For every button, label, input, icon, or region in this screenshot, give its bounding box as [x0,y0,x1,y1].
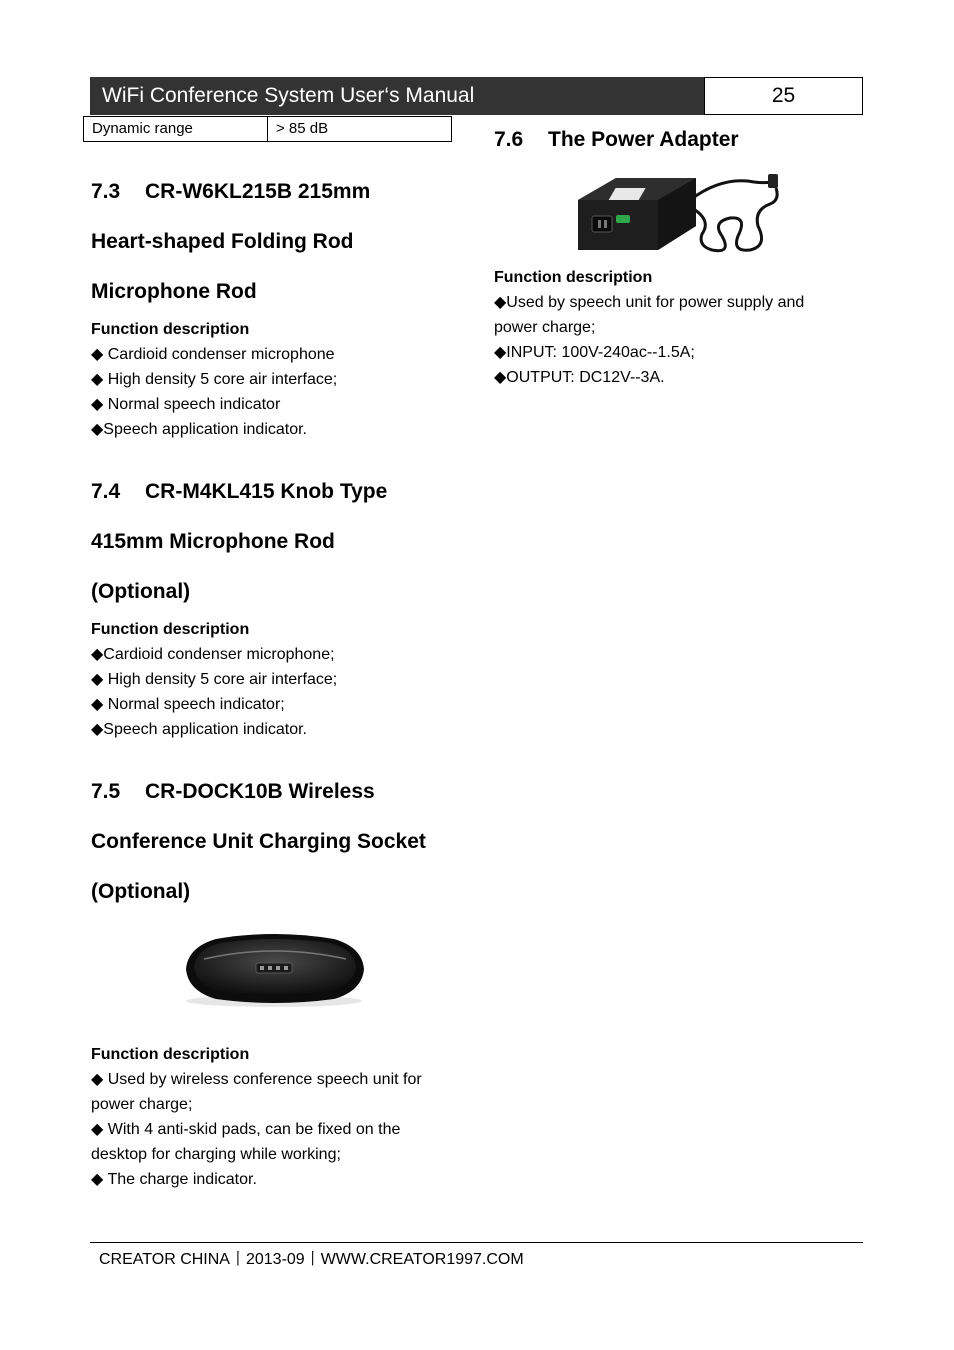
section-7-6-description [494,265,864,390]
section-7-5-description [91,1042,471,1192]
list-item: ◆Cardioid condenser microphone; [91,646,335,663]
manual-title: WiFi Conference System User‘s Manual [102,84,475,107]
list-item: desktop for charging while working; [91,1146,341,1163]
section-heading-line: 415mm Microphone Rod [91,530,335,553]
table-cell-value: > 85 dB [268,117,452,142]
list-item: ◆OUTPUT: DC12V--3A. [494,369,665,386]
section-heading: 7.5 CR-DOCK10B Wireless [91,780,375,803]
list-item: ◆ Used by wireless conference speech unit for [91,1071,422,1088]
list-item: ◆ Cardioid condenser microphone [91,346,335,363]
section-heading-line: (Optional) [91,580,191,603]
section-heading: 7.3 CR-W6KL215B 215mm [91,180,371,203]
section-7-3 [91,167,461,442]
section-heading-line: (Optional) [91,880,191,903]
footer-divider [90,1242,863,1243]
section-7-6 [494,115,864,165]
table-row [84,117,452,142]
list-item: ◆ Normal speech indicator; [91,696,285,713]
list-item: ◆ With 4 anti-skid pads, can be fixed on the [91,1121,401,1138]
function-description-label: Function description [91,321,250,338]
section-heading-line: Heart-shaped Folding Rod [91,230,354,253]
list-item: ◆ High density 5 core air interface; [91,371,338,388]
function-description-label: Function description [494,269,653,286]
header-title-bar [90,77,704,115]
table-cell-label: Dynamic range [84,117,268,142]
section-heading-line: Conference Unit Charging Socket [91,830,426,853]
list-item: power charge; [91,1096,193,1113]
function-description-label: Function description [91,621,250,638]
list-item: ◆ The charge indicator. [91,1171,257,1188]
list-item: ◆Speech application indicator. [91,421,307,438]
section-heading: 7.6 The Power Adapter [494,128,739,151]
section-heading-line: Microphone Rod [91,280,257,303]
section-7-5 [91,767,471,917]
section-7-4 [91,467,461,742]
charging-dock-image [176,925,372,1010]
list-item: ◆ Normal speech indicator [91,396,281,413]
footer-text: CREATOR CHINA丨2013-09丨WWW.CREATOR1997.COM [99,1251,524,1268]
function-description-label: Function description [91,1046,250,1063]
list-item: ◆Used by speech unit for power supply and [494,294,805,311]
list-item: ◆INPUT: 100V-240ac--1.5A; [494,344,695,361]
list-item: ◆ High density 5 core air interface; [91,671,338,688]
page-number: 25 [704,77,863,115]
section-heading: 7.4 CR-M4KL415 Knob Type [91,480,388,503]
power-adapter-image [572,170,784,262]
list-item: power charge; [494,319,596,336]
list-item: ◆Speech application indicator. [91,721,307,738]
spec-table [83,116,452,142]
